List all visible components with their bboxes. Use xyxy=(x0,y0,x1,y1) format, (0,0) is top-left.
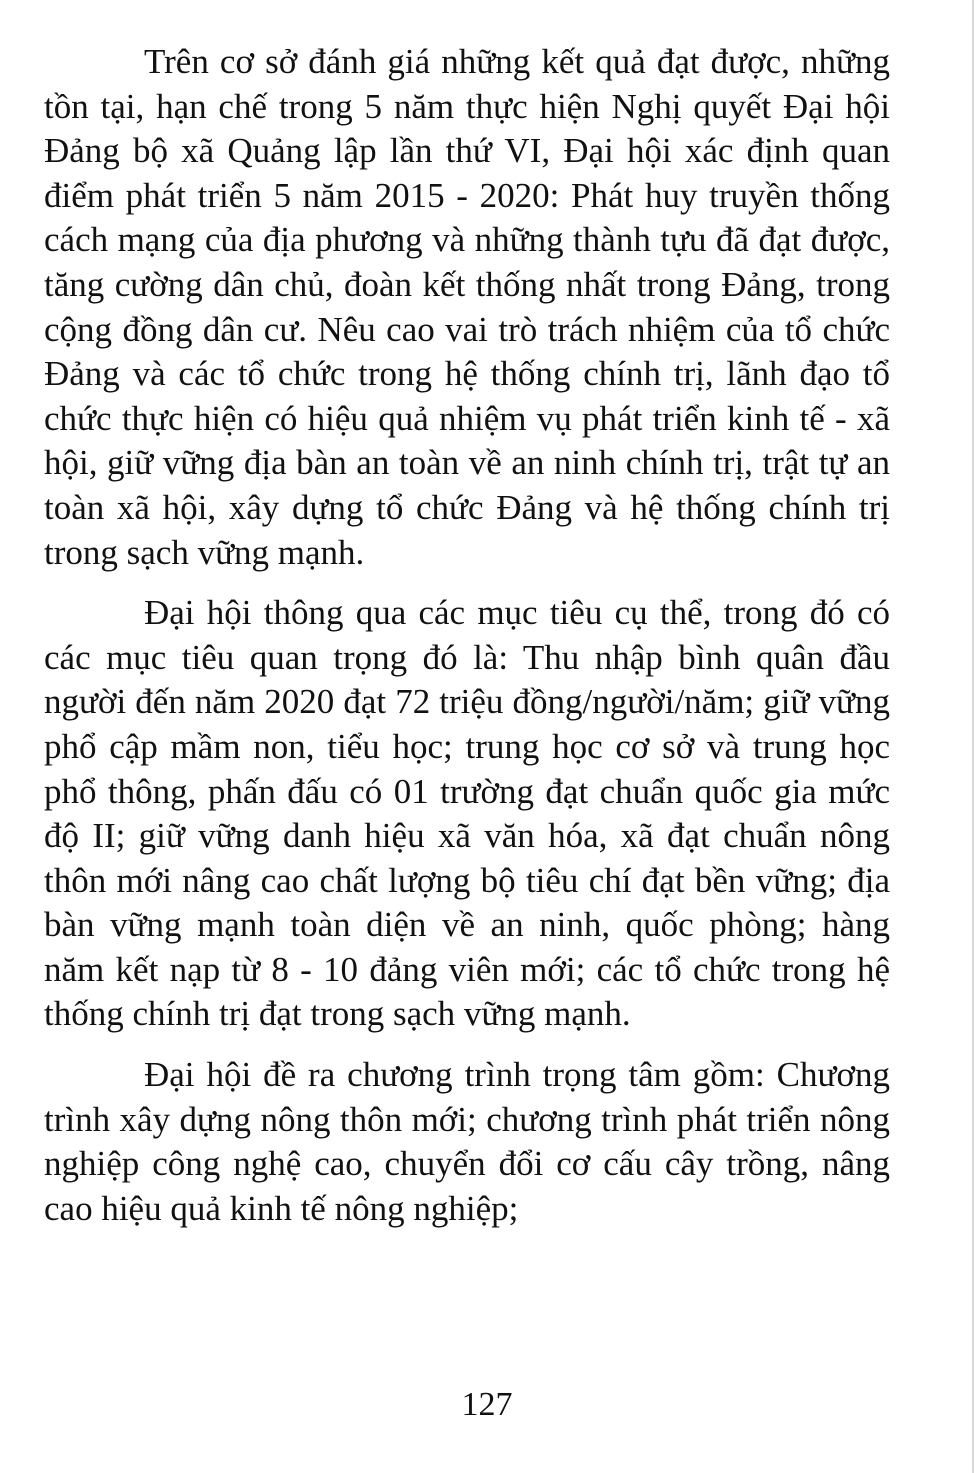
body-text xyxy=(44,40,890,1231)
paragraph-2: Đại hội thông qua các mục tiêu cụ thể, trong đó có các mục tiêu quan trọng đó là: Thu nhập bình quân đầu người đến năm 2020 đạt 72 triệu đồng/người/năm; giữ vững phổ cập mầm non, tiểu học; trung học cơ sở và trung học phổ thông, phấn đấu có 01 trường đạt chuẩn quốc gia mức độ II; giữ vững danh hiệu xã văn hóa, xã đạt chuẩn nông thôn mới nâng cao chất lượng bộ tiêu chí đạt bền vững; địa bàn vững mạnh toàn diện về an ninh, quốc phòng; hàng năm kết nạp từ 8 - 10 đảng viên mới; các tổ chức trong hệ thống chính trị đạt trong sạch vững mạnh. xyxy=(44,593,890,1034)
paragraph-1: Trên cơ sở đánh giá những kết quả đạt được, những tồn tại, hạn chế trong 5 năm thực hiện Nghị quyết Đại hội Đảng bộ xã Quảng lập lần thứ VI, Đại hội xác định quan điểm phát triển 5 năm 2015 - 2020: Phát huy truyền thống cách mạng của địa phương và những thành tựu đã đạt được, tăng cường dân chủ, đoàn kết thống nhất trong Đảng, trong cộng đồng dân cư. Nêu cao vai trò trách nhiệm của tổ chức Đảng và các tổ chức trong hệ thống chính trị, lãnh đạo tổ chức thực hiện có hiệu quả nhiệm vụ phát triển kinh tế - xã hội, giữ vững địa bàn an toàn về an ninh chính trị, trật tự an toàn xã hội, xây dựng tổ chức Đảng và hệ thống chính trị trong sạch vững mạnh. xyxy=(44,42,890,572)
paragraph-3: Đại hội đề ra chương trình trọng tâm gồm: Chương trình xây dựng nông thôn mới; chương trình phát triển nông nghiệp công nghệ cao, chuyển đổi cơ cấu cây trồng, nâng cao hiệu quả kinh tế nông nghiệp; xyxy=(44,1055,890,1228)
page-number: 127 xyxy=(461,1386,513,1423)
